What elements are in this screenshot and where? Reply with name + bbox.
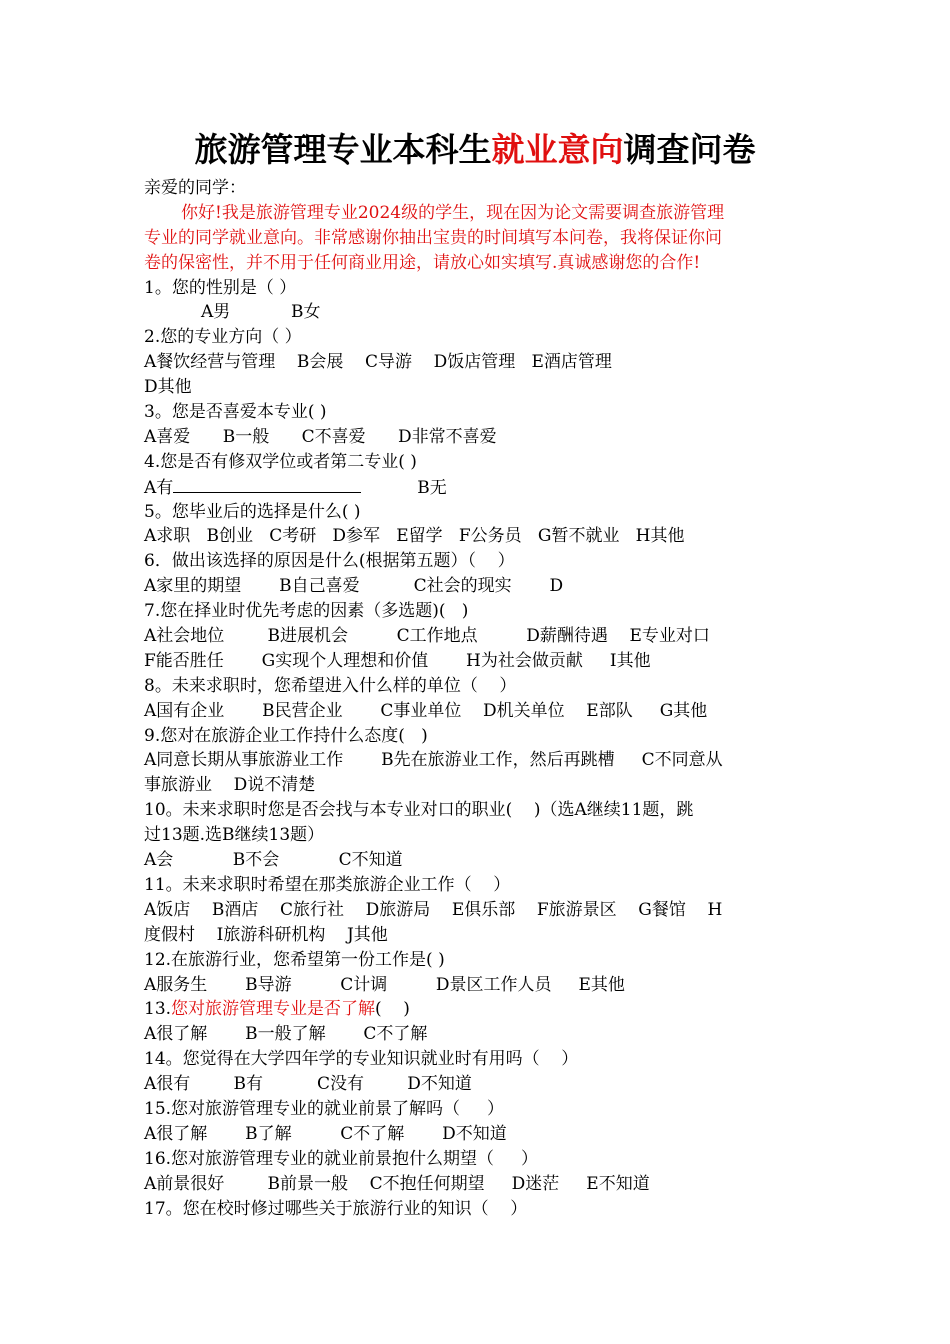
question-6-options: A家里的期望 B自己喜爱 C社会的现实 D (144, 576, 564, 597)
option-b: B无 (417, 477, 447, 498)
question-11-options-cont: 度假村 I旅游科研机构 J其他 (144, 924, 388, 945)
option-b: B女 (291, 302, 321, 323)
question-10: 10。未来求职时您是否会找与本专业对口的职业( )（选A继续11题，跳 (144, 800, 694, 821)
question-14: 14。您觉得在大学四年学的专业知识就业时有用吗（ ） (144, 1049, 579, 1070)
question-8-options: A国有企业 B民营企业 C事业单位 D机关单位 E部队 G其他 (144, 700, 708, 721)
question-1: 1。您的性别是（ ） (144, 277, 297, 298)
question-8: 8。未来求职时，您希望进入什么样的单位（ ） (144, 675, 517, 696)
title-part-3: 调查问卷 (623, 130, 756, 169)
question-15: 15.您对旅游管理专业的就业前景了解吗（ ） (144, 1098, 505, 1119)
question-2-options: A餐饮经营与管理 B会展 C导游 D饭店管理 E酒店管理 (144, 352, 612, 373)
question-7: 7.您在择业时优先考虑的因素（多选题)( ) (144, 601, 469, 622)
title-part-highlight: 就业意向 (491, 130, 624, 169)
question-13-paren: ( ) (375, 999, 410, 1020)
question-4: 4.您是否有修双学位或者第二专业( ) (144, 451, 417, 472)
question-1-options (144, 300, 814, 325)
question-5: 5。您毕业后的选择是什么( ) (144, 501, 361, 522)
intro-line-2: 专业的同学就业意向。非常感谢你抽出宝贵的时间填写本问卷，我将保证你问 (144, 227, 722, 248)
question-12: 12.在旅游行业，您希望第一份工作是( ) (144, 949, 445, 970)
question-6: 6．做出该选择的原因是什么(根据第五题）（ ） (144, 551, 515, 572)
answer-blank (173, 475, 361, 493)
title-part-1: 旅游管理专业本科生 (194, 130, 492, 169)
question-10-options: A会 B不会 C不知道 (144, 850, 403, 871)
question-14-options: A很有 B有 C没有 D不知道 (144, 1074, 472, 1095)
question-7-options-cont: F能否胜任 G实现个人理想和价值 H为社会做贡献 I其他 (144, 650, 651, 671)
question-10-cont: 过13题.选B继续13题） (144, 825, 325, 846)
page-title (0, 128, 950, 172)
question-3: 3。您是否喜爱本专业( ) (144, 402, 327, 423)
question-15-options: A很了解 B了解 C不了解 D不知道 (144, 1123, 507, 1144)
question-3-options: A喜爱 B一般 C不喜爱 D非常不喜爱 (144, 426, 497, 447)
question-11: 11。未来求职时希望在那类旅游企业工作（ ） (144, 874, 511, 895)
question-7-options: A社会地位 B进展机会 C工作地点 D薪酬待遇 E专业对口 (144, 626, 710, 647)
question-13-number: 13. (144, 999, 172, 1020)
question-9-options: A同意长期从事旅游业工作 B先在旅游业工作，然后再跳槽 C不同意从 (144, 750, 723, 771)
question-4-options (144, 475, 814, 500)
question-17: 17。您在校时修过哪些关于旅游行业的知识（ ） (144, 1198, 528, 1219)
question-9-options-cont: 事旅游业 D说不清楚 (144, 775, 316, 796)
questionnaire-body (144, 176, 814, 1221)
question-11-options: A饭店 B酒店 C旅行社 D旅游局 E俱乐部 F旅游景区 G餐馆 H (144, 899, 723, 920)
question-13-text: 您对旅游管理专业是否了解 (171, 999, 376, 1020)
question-12-options: A服务生 B导游 C计调 D景区工作人员 E其他 (144, 974, 625, 995)
greeting: 亲爱的同学： (144, 178, 246, 198)
question-2: 2.您的专业方向（ ） (144, 327, 302, 348)
question-9: 9.您对在旅游企业工作持什么态度( ) (144, 725, 428, 746)
question-16: 16.您对旅游管理专业的就业前景抱什么期望（ ） (144, 1148, 539, 1169)
question-13 (144, 997, 814, 1022)
question-13-options: A很了解 B一般了解 C不了解 (144, 1024, 428, 1045)
intro-line-3: 卷的保密性，并不用于任何商业用途，请放心如实填写.真诚感谢您的合作! (144, 252, 701, 273)
question-2-options-cont: D其他 (144, 377, 192, 398)
question-16-options: A前景很好 B前景一般 C不抱任何期望 D迷茫 E不知道 (144, 1173, 650, 1194)
option-a: A男 (201, 302, 231, 323)
option-a: A有 (144, 477, 174, 498)
intro-line-1: 你好!我是旅游管理专业2024级的学生，现在因为论文需要调查旅游管理 (181, 202, 725, 223)
question-5-options: A求职 B创业 C考研 D参军 E留学 F公务员 G暂不就业 H其他 (144, 526, 685, 547)
